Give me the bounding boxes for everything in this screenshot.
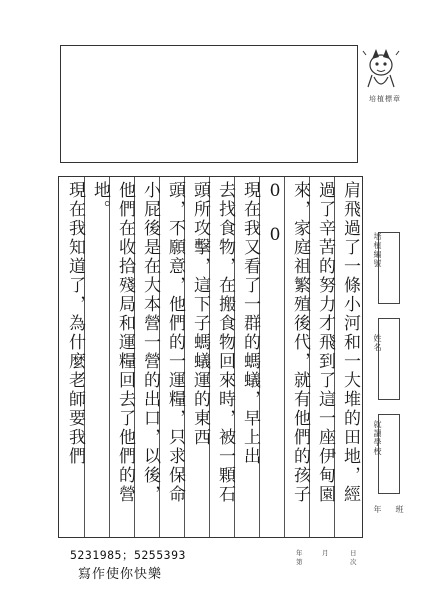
- student-id-label: 培植編號: [373, 232, 382, 268]
- class-label: 班: [395, 505, 404, 514]
- name-label: 姓名: [373, 334, 382, 352]
- essay-column-4: 0 0: [265, 181, 285, 247]
- essay-column-9: 小屁後是在大本營一營的出口，以後，: [140, 181, 160, 504]
- essay-column-8: 頭，不願意，他們的一運糧，只求保命: [165, 181, 185, 504]
- grade-label: 年: [373, 505, 382, 514]
- school-label: 就讀學校: [373, 420, 382, 456]
- score-box: [60, 45, 358, 163]
- essay-column-1: 肩飛過了一條小河和一大堆的田地，經: [340, 181, 360, 504]
- contact-code: 5231985；5255393: [70, 548, 186, 562]
- essay-column-3: 來，家庭祖繁殖後代，就有他們的孩子: [290, 181, 310, 504]
- month-label: 月: [322, 549, 329, 557]
- essay-column-10: 他們在收拾殘局和運糧回去了他們的營: [115, 181, 135, 504]
- essay-column-12: 現在我知道了，為什麼老師要我們: [65, 181, 85, 466]
- essay-grid: [58, 176, 363, 538]
- seq-label: 第: [296, 558, 303, 566]
- essay-column-11: 地。: [90, 181, 110, 219]
- essay-column-7: 頭所攻擊，這下子螞蟻運的東西: [190, 181, 210, 447]
- year-label: 年: [296, 549, 303, 557]
- name-box: [378, 318, 400, 400]
- slogan: 寫作使你快樂: [78, 567, 163, 582]
- mascot-stamp-icon: [362, 45, 400, 115]
- day-label: 日: [350, 549, 357, 557]
- essay-column-5: 現在我又看了一群的螞蟻，早上出: [240, 181, 260, 466]
- stamp-label: 培植標章: [369, 95, 401, 103]
- essay-column-6: 去找食物，在搬食物回來時，被一顆石: [215, 181, 235, 504]
- times-label: 次: [350, 558, 357, 566]
- essay-column-2: 過了辛苦的努力才飛到了這一座伊甸園: [315, 181, 335, 504]
